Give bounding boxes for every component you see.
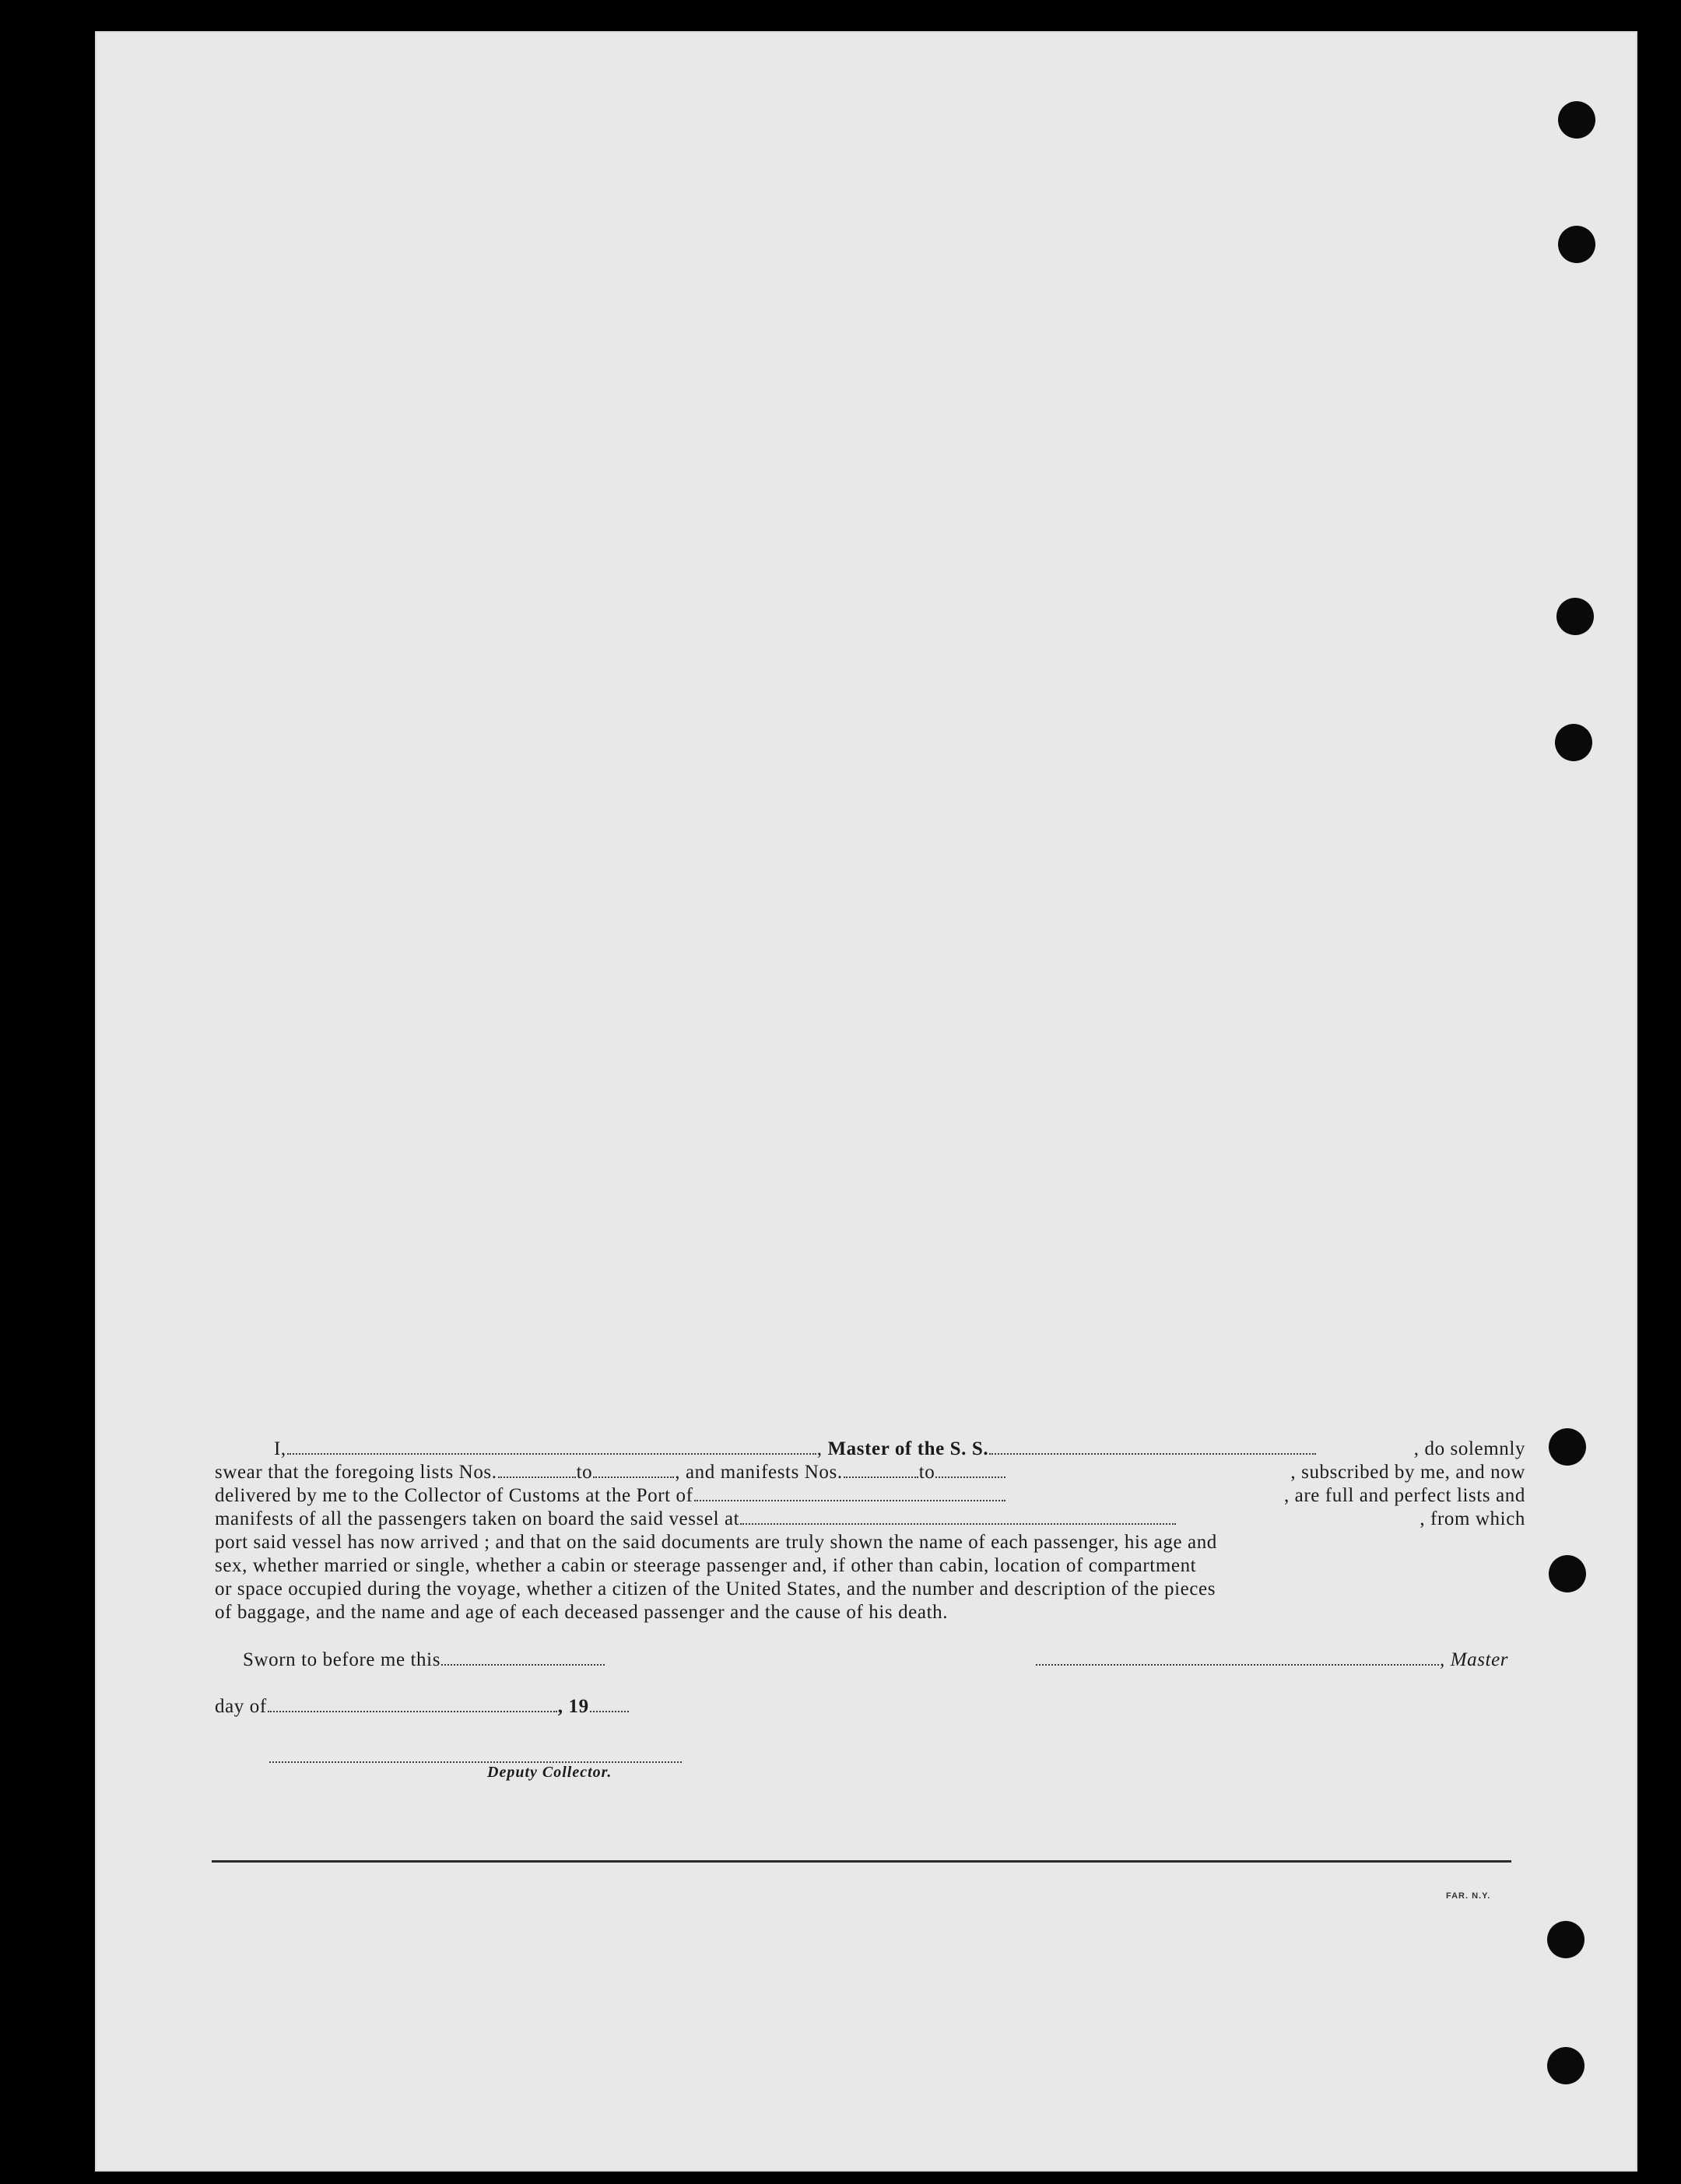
oath-line: or space occupied during the voyage, whether a citizen of the United States, and the number and description of the pieces bbox=[215, 1578, 1216, 1599]
punch-hole bbox=[1549, 1555, 1586, 1592]
deputy-collector-label: Deputy Collector. bbox=[487, 1764, 612, 1781]
sworn-day-blank bbox=[441, 1649, 605, 1666]
name-blank bbox=[287, 1438, 816, 1455]
oath-line bbox=[215, 1461, 1525, 1484]
oath-text: I, , Master of the S. S. bbox=[274, 1438, 1317, 1461]
list-from-blank bbox=[498, 1461, 576, 1478]
master-signature-line: , Master bbox=[1035, 1649, 1508, 1671]
oath-line bbox=[215, 1438, 1525, 1461]
oath-text: delivered by me to the Collector of Customs at the Port of bbox=[215, 1484, 1006, 1508]
printer-mark: FAR. N.Y. bbox=[1446, 1891, 1491, 1901]
date-line: day of , 19 bbox=[215, 1695, 630, 1718]
manifest-to-blank bbox=[935, 1461, 1005, 1478]
oath-line bbox=[215, 1508, 1525, 1531]
oath-line bbox=[215, 1484, 1525, 1508]
horizontal-rule bbox=[212, 1860, 1511, 1863]
port-blank bbox=[694, 1484, 1005, 1501]
oath-line: of baggage, and the name and age of each deceased passenger and the cause of his death. bbox=[215, 1602, 949, 1623]
manifest-from-blank bbox=[844, 1461, 918, 1478]
punch-hole bbox=[1555, 724, 1592, 761]
oath-text: , do solemnly bbox=[1413, 1438, 1525, 1459]
oath-text: , are full and perfect lists and bbox=[1283, 1485, 1525, 1506]
document-page bbox=[95, 31, 1637, 2172]
master-signature-blank bbox=[1036, 1649, 1439, 1666]
punch-hole bbox=[1558, 101, 1595, 139]
oath-line: sex, whether married or single, whether a cabin or steerage passenger and, if other than cabin, location of compartment bbox=[215, 1555, 1197, 1576]
departure-port-blank bbox=[740, 1508, 1176, 1525]
oath-text: , subscribed by me, and now bbox=[1290, 1462, 1525, 1483]
year-blank bbox=[590, 1695, 629, 1712]
oath-text: manifests of all the passengers taken on board the said vessel at bbox=[215, 1508, 1177, 1531]
punch-hole bbox=[1556, 598, 1594, 635]
oath-text: swear that the foregoing lists Nos. to , and manifests Nos. to bbox=[215, 1461, 1006, 1484]
sworn-line: Sworn to before me this bbox=[243, 1649, 605, 1671]
punch-hole bbox=[1547, 2047, 1584, 2084]
oath-text: , from which bbox=[1420, 1508, 1525, 1529]
punch-hole bbox=[1547, 1921, 1584, 1958]
list-to-blank bbox=[593, 1461, 674, 1478]
punch-hole bbox=[1549, 1428, 1586, 1466]
month-blank bbox=[268, 1695, 557, 1712]
master-oath bbox=[215, 1438, 1525, 1624]
oath-line: port said vessel has now arrived ; and that on the said documents are truly shown the name of each passenger, his age and bbox=[215, 1532, 1217, 1553]
ship-name-blank bbox=[989, 1438, 1316, 1455]
punch-hole bbox=[1558, 226, 1595, 263]
deputy-signature-blank bbox=[269, 1761, 682, 1763]
